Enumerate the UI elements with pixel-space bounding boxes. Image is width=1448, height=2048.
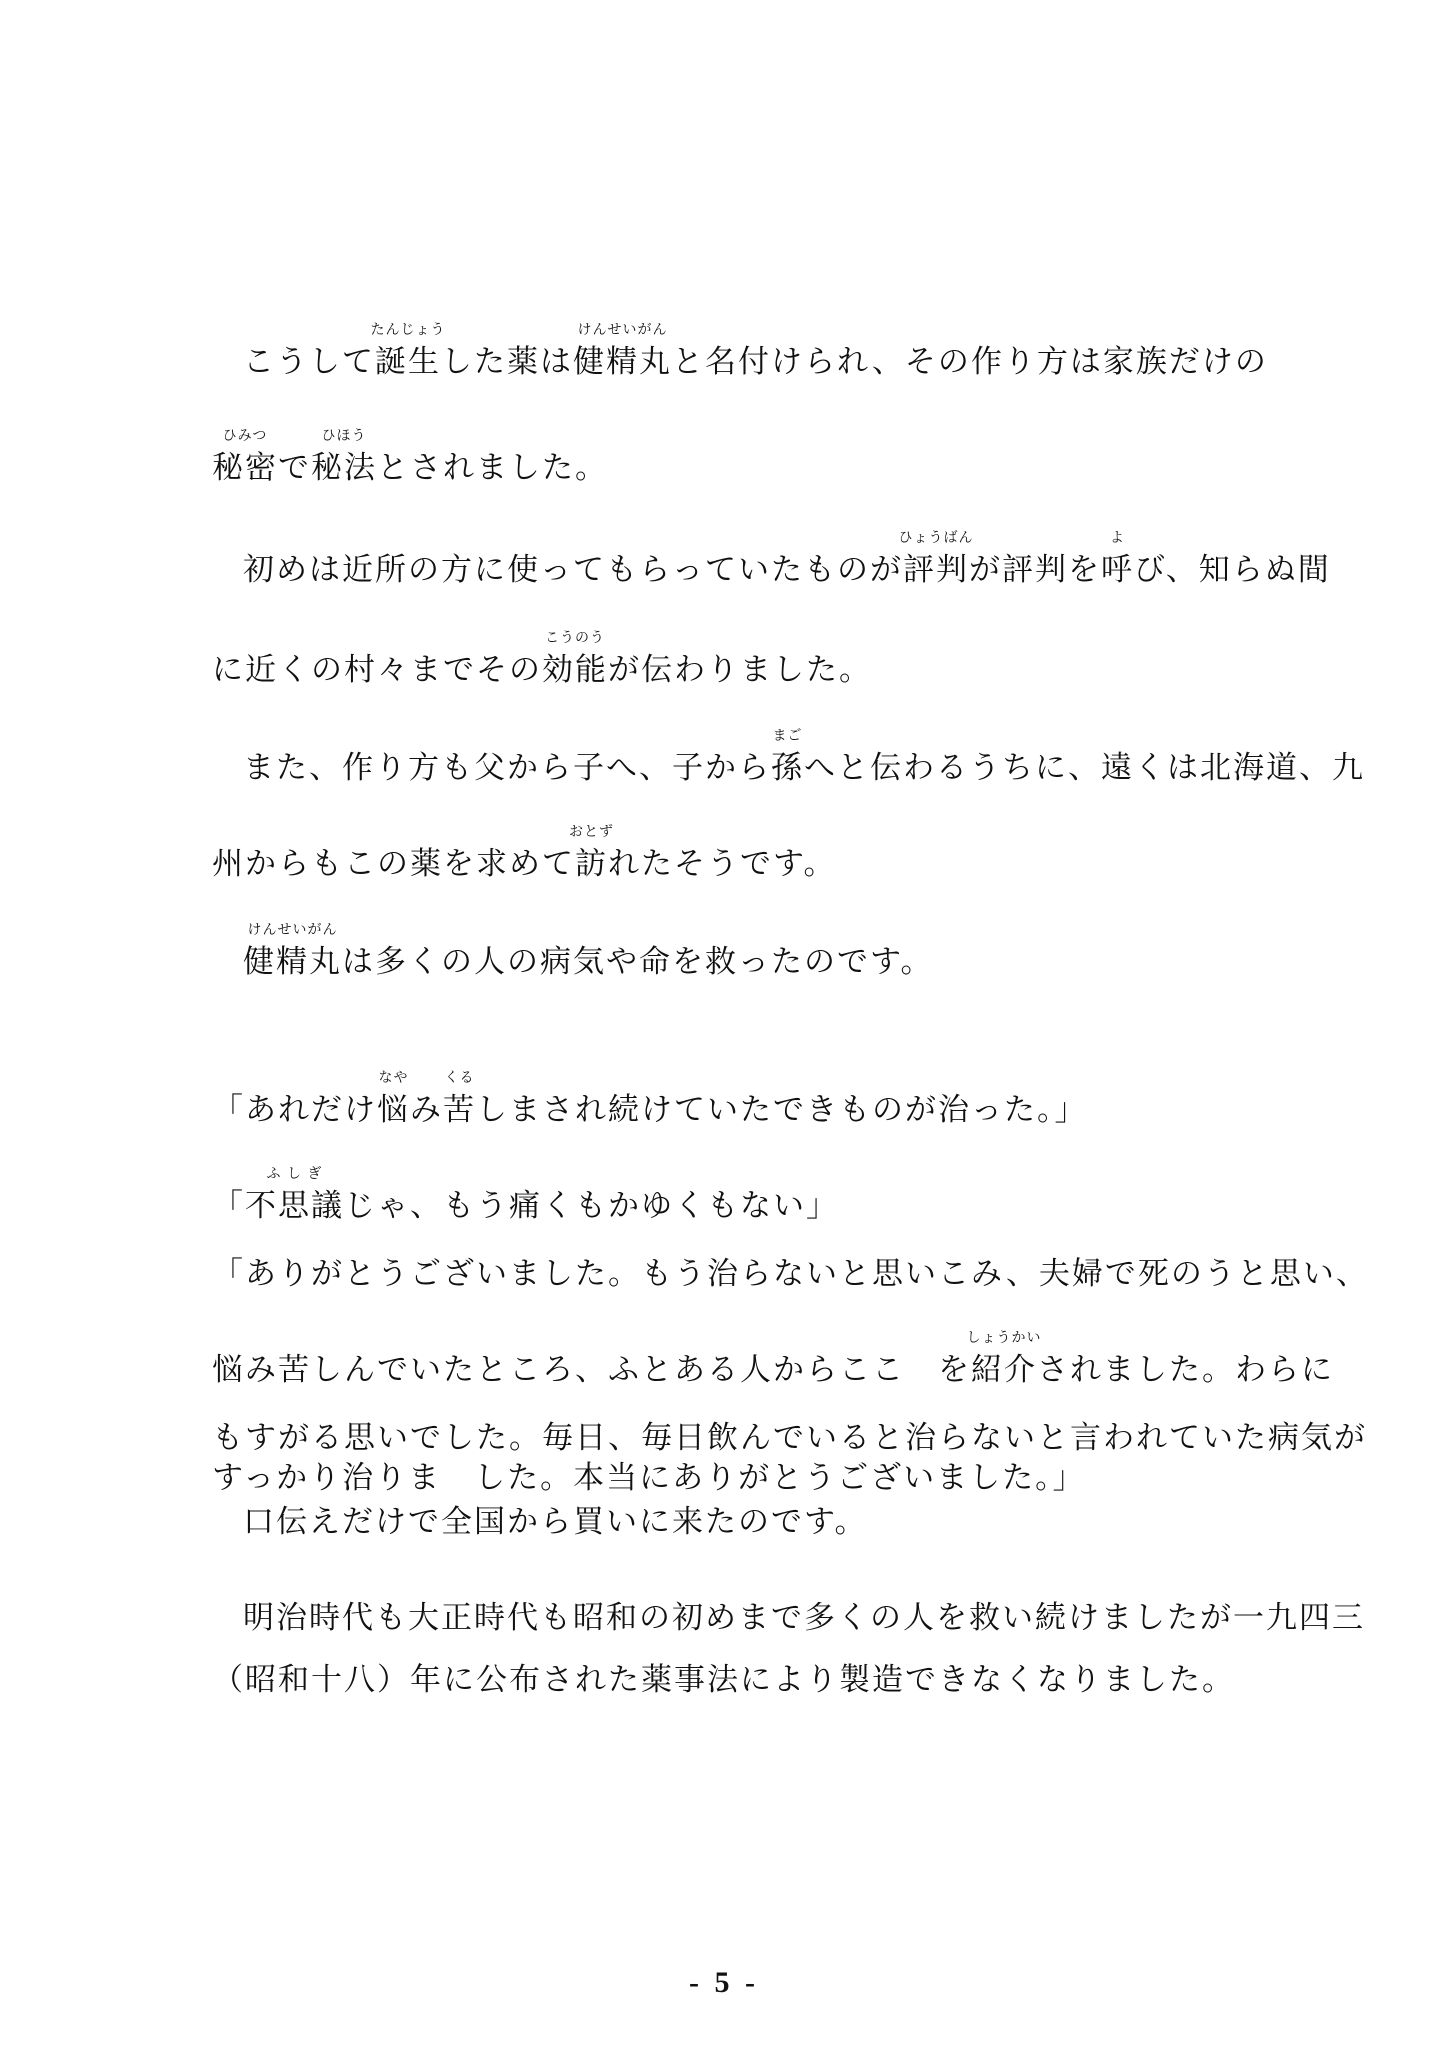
text-segment: じゃ、もう痛くもかゆくもない」 <box>344 1188 839 1224</box>
paragraph-6-line-2 <box>212 1660 1235 1700</box>
quote-2 <box>212 1166 839 1226</box>
quote-1 <box>212 1070 1088 1130</box>
text-segment: もすがる思いでした。毎日、毎日飲んでいると治らないと言われていた病気が <box>212 1420 1367 1456</box>
ruby-kuru <box>443 1070 476 1130</box>
paragraph-3-line-1 <box>243 728 1365 788</box>
ruby-base: 不思議 <box>245 1188 344 1224</box>
ruby-tanjou <box>370 322 446 382</box>
text-segment: と名付けられ、その作り方は家族だけの <box>672 344 1268 380</box>
text-segment: 初めは近所の方に使ってもらっていたものが <box>243 552 903 588</box>
ruby-base: 評判 <box>903 552 969 588</box>
text-segment: 「 <box>212 1188 245 1224</box>
ruby-reading: くる <box>444 1070 475 1086</box>
text-segment: が伝わりました。 <box>608 652 872 688</box>
text-segment: 明治時代も大正時代も昭和の初めまで多くの人を救い続けましたが一九四三 <box>243 1600 1365 1636</box>
text-segment: されました。わらに <box>1037 1352 1334 1388</box>
ruby-reading: よ <box>1110 530 1125 546</box>
quote-3-line-2 <box>212 1330 1334 1390</box>
text-segment: に近くの村々までその <box>212 652 542 688</box>
text-segment: 口伝えだけで全国から買いに来たのです。 <box>243 1504 868 1540</box>
ruby-base: 健精丸 <box>573 344 672 380</box>
ruby-base: 秘密 <box>212 450 278 486</box>
ruby-otozu <box>569 824 614 884</box>
text-segment: は多くの人の病気や命を救ったのです。 <box>342 944 934 980</box>
paragraph-2-line-2 <box>212 630 872 690</box>
ruby-kenseigan <box>243 922 342 982</box>
ruby-reading: たんじょう <box>370 322 446 338</box>
text-segment: した薬は <box>441 344 573 380</box>
ruby-shoukai <box>966 1330 1042 1390</box>
paragraph-4-line-1 <box>243 922 934 982</box>
ruby-base: 孫 <box>771 750 804 786</box>
quote-3-line-3 <box>212 1418 1367 1458</box>
paragraph-1-line-1 <box>243 322 1268 382</box>
ruby-reading: ふ し ぎ <box>266 1166 323 1182</box>
text-segment: 悩み苦しんでいたところ、ふとある人からここ を <box>212 1352 971 1388</box>
quote-3-line-1 <box>212 1254 1369 1294</box>
text-segment: で <box>278 450 311 486</box>
text-segment: 州からもこの薬を求めて <box>212 846 575 882</box>
quote-3-line-4 <box>212 1458 1086 1498</box>
ruby-base: 呼 <box>1101 552 1134 588</box>
ruby-himitsu <box>212 428 278 488</box>
text-segment: が評判を <box>969 552 1101 588</box>
paragraph-2-line-1 <box>243 530 1331 590</box>
text-segment: れたそうです。 <box>608 846 837 882</box>
ruby-reading: なや <box>378 1070 409 1086</box>
ruby-reading: ひょうばん <box>898 530 974 546</box>
text-segment: び、知らぬ間 <box>1134 552 1331 588</box>
ruby-yo <box>1101 530 1134 590</box>
ruby-hyouban <box>898 530 974 590</box>
ruby-reading: けんせいがん <box>247 922 338 938</box>
ruby-kenseigan <box>573 322 672 382</box>
text-segment: （昭和十八）年に公布された薬事法により製造できなくなりました。 <box>212 1662 1235 1698</box>
text-segment: み <box>410 1092 443 1128</box>
text-segment: しまされ続けていたできものが治った。」 <box>476 1092 1088 1128</box>
ruby-base: 苦 <box>443 1092 476 1128</box>
text-segment: また、作り方も父から子へ、子から <box>243 750 771 786</box>
paragraph-3-line-2 <box>212 824 837 884</box>
ruby-base: 紹介 <box>971 1352 1037 1388</box>
ruby-reading: こうのう <box>545 630 605 646</box>
paragraph-1-line-2 <box>212 428 608 488</box>
ruby-base: 秘法 <box>311 450 377 486</box>
text-segment: 「ありがとうございました。もう治らないと思いこみ、夫婦で死のうと思い、 <box>212 1256 1369 1292</box>
ruby-base: 悩 <box>377 1092 410 1128</box>
paragraph-5-line-1 <box>243 1502 868 1542</box>
ruby-reading: ひほう <box>321 428 367 444</box>
ruby-base: 効能 <box>542 652 608 688</box>
ruby-fushigi <box>245 1166 344 1226</box>
ruby-base: 訪 <box>575 846 608 882</box>
page-number: - 5 - <box>689 1966 759 1999</box>
ruby-kounou <box>542 630 608 690</box>
text-segment: へと伝わるうちに、遠くは北海道、九 <box>804 750 1365 786</box>
ruby-mago <box>771 728 804 788</box>
text-segment: 「あれだけ <box>212 1092 377 1128</box>
text-segment: すっかり治りま した。本当にありがとうございました。」 <box>212 1460 1086 1496</box>
text-segment: こうして <box>243 344 375 380</box>
ruby-reading: ひみつ <box>222 428 268 444</box>
ruby-hihou <box>311 428 377 488</box>
text-segment: とされました。 <box>377 450 608 486</box>
paragraph-6-line-1 <box>243 1598 1365 1638</box>
ruby-base: 誕生 <box>375 344 441 380</box>
ruby-reading: まご <box>772 728 803 744</box>
ruby-reading: おとず <box>569 824 614 840</box>
ruby-reading: けんせいがん <box>577 322 668 338</box>
ruby-base: 健精丸 <box>243 944 342 980</box>
ruby-reading: しょうかい <box>966 1330 1042 1346</box>
ruby-naya <box>377 1070 410 1130</box>
